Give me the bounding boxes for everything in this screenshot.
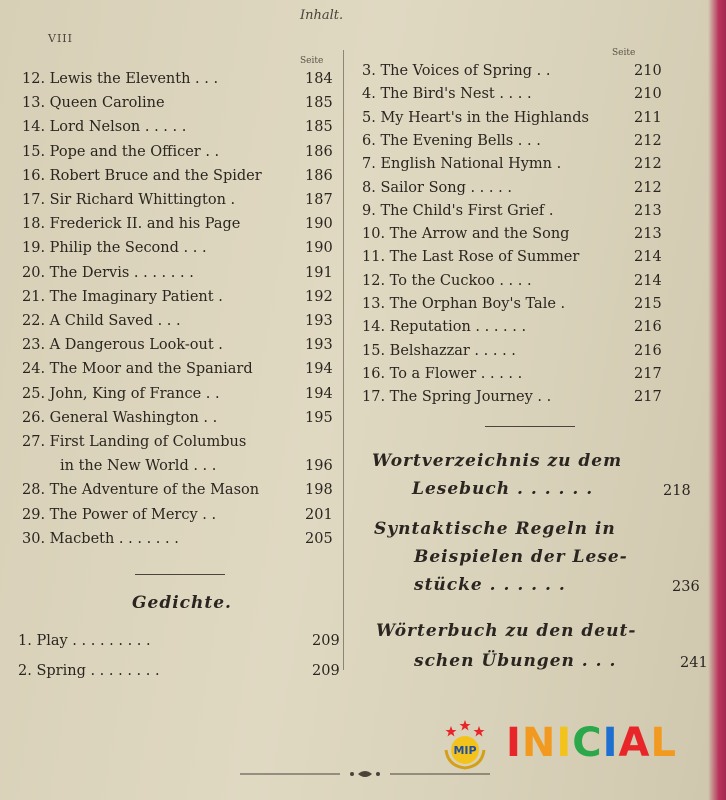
toc-entry-label: 6. The Evening Bells . . . xyxy=(362,132,541,149)
section-syntaktische-page: 236 xyxy=(672,579,700,595)
page-edge xyxy=(708,0,726,800)
toc-entry-label: 25. John, King of France . . xyxy=(22,385,220,402)
toc-entry-label: 7. English National Hymn . xyxy=(362,156,562,173)
page-title: Inhalt. xyxy=(300,8,344,23)
toc-entry-page: 217 xyxy=(634,389,662,406)
toc-entry xyxy=(22,312,181,330)
toc-entry-label: 15. Belshazzar . . . . . xyxy=(362,342,516,359)
toc-entry-page: 190 xyxy=(305,240,333,257)
right-rule xyxy=(485,426,575,427)
ornament-divider-icon xyxy=(240,766,490,780)
toc-entry-page: 212 xyxy=(634,132,662,149)
toc-entry-page: 209 xyxy=(312,633,340,649)
toc-entry xyxy=(22,506,216,524)
toc-entry xyxy=(22,264,194,282)
page-column-heading-right: Seite xyxy=(612,48,636,58)
toc-entry-label: in the New World . . . xyxy=(60,458,217,475)
toc-entry xyxy=(362,132,541,150)
toc-entry xyxy=(362,62,550,80)
toc-entry-label: 12. Lewis the Eleventh . . . xyxy=(22,71,219,87)
toc-entry-label: 24. The Moor and the Spaniard xyxy=(22,361,253,378)
toc-entry-page: 210 xyxy=(634,63,662,79)
section-syntaktische-line3: stücke . . . . . . xyxy=(414,575,566,595)
toc-entry-page: 209 xyxy=(312,663,340,679)
toc-entry-page: 216 xyxy=(634,319,662,336)
toc-entry xyxy=(362,155,561,173)
toc-entry-label: 9. The Child's First Grief . xyxy=(362,202,554,219)
toc-entry xyxy=(22,239,207,257)
toc-entry xyxy=(362,202,554,220)
logo-letter: A xyxy=(618,720,651,766)
toc-entry xyxy=(362,295,565,313)
toc-entry xyxy=(22,481,259,499)
toc-entry-label: 19. Philip the Second . . . xyxy=(22,240,207,257)
toc-entry xyxy=(22,409,217,427)
toc-entry xyxy=(22,118,186,136)
toc-entry-page: 194 xyxy=(305,385,333,402)
toc-entry-page: 194 xyxy=(305,361,333,378)
toc-entry-page: 191 xyxy=(305,264,333,281)
toc-entry xyxy=(22,336,223,354)
toc-entry-label: 3. The Voices of Spring . . xyxy=(362,63,551,79)
toc-entry xyxy=(362,85,532,103)
toc-entry xyxy=(22,143,219,161)
toc-entry-label: 26. General Washington . . xyxy=(22,409,218,426)
toc-entry-label: 16. Robert Bruce and the Spider xyxy=(22,167,262,184)
emblem-text: MIP xyxy=(453,744,477,757)
toc-entry-page: 216 xyxy=(634,342,662,359)
poems-rule xyxy=(135,574,225,575)
logo-letter: L xyxy=(650,720,677,766)
toc-entry-label: 27. First Landing of Columbus xyxy=(22,434,247,450)
toc-entry-label: 30. Macbeth . . . . . . . xyxy=(22,530,179,547)
toc-entry-page: 217 xyxy=(634,365,662,382)
toc-entry xyxy=(362,342,516,360)
toc-entry-label: 5. My Heart's in the Highlands xyxy=(362,109,589,126)
toc-entry xyxy=(362,318,526,336)
toc-entry-page: 212 xyxy=(634,179,662,196)
toc-entry-page: 187 xyxy=(305,192,333,208)
toc-entry-page: 193 xyxy=(305,313,333,329)
toc-entry-label: 2. Spring . . . . . . . . xyxy=(18,663,160,679)
logo-letter: C xyxy=(572,720,603,766)
toc-entry-label: 20. The Dervis . . . . . . . xyxy=(22,264,194,281)
toc-entry-page: 215 xyxy=(634,296,662,312)
logo-letter: I xyxy=(506,720,522,766)
toc-entry-page: 210 xyxy=(634,86,662,103)
toc-entry-label: 4. The Bird's Nest . . . . xyxy=(362,86,532,103)
toc-entry xyxy=(22,167,262,185)
toc-entry-label: 14. Reputation . . . . . . xyxy=(362,319,527,336)
toc-entry-label: 13. The Orphan Boy's Tale . xyxy=(362,296,566,312)
toc-entry-label: 28. The Adventure of the Mason xyxy=(22,482,260,499)
toc-entry-label: 12. To the Cuckoo . . . . xyxy=(362,272,532,289)
toc-entry-page: 212 xyxy=(634,156,662,173)
toc-entry xyxy=(22,288,223,306)
toc-entry-label: 15. Pope and the Officer . . xyxy=(22,143,220,160)
toc-entry-page: 198 xyxy=(305,482,333,499)
toc-entry xyxy=(18,632,151,650)
toc-entry-page: 196 xyxy=(305,458,333,475)
toc-entry xyxy=(362,179,512,197)
toc-entry xyxy=(22,360,253,378)
toc-entry xyxy=(362,225,569,243)
toc-entry-page: 201 xyxy=(305,506,333,523)
toc-entry-page: 213 xyxy=(634,202,662,219)
toc-entry xyxy=(22,94,165,112)
toc-entry-label: 14. Lord Nelson . . . . . xyxy=(22,119,187,136)
section-wortverzeichnis-line2: Lesebuch . . . . . . xyxy=(412,479,594,499)
toc-entry-label: 8. Sailor Song . . . . . xyxy=(362,179,512,196)
toc-entry xyxy=(362,248,579,266)
toc-entry-label: 10. The Arrow and the Song xyxy=(362,226,570,243)
toc-entry-page: 205 xyxy=(305,530,333,547)
inicial-logo xyxy=(436,714,706,774)
toc-entry xyxy=(22,530,179,548)
toc-entry-page: 193 xyxy=(305,337,333,354)
page-number: VIII xyxy=(48,32,73,45)
toc-entry-page: 195 xyxy=(305,409,333,426)
toc-entry xyxy=(22,215,240,233)
section-wortverzeichnis-page: 218 xyxy=(663,483,691,499)
toc-entry xyxy=(362,388,551,406)
logo-letter: I xyxy=(602,720,619,766)
toc-entry-label: 18. Frederick II. and his Page xyxy=(22,216,241,233)
toc-entry-page: 190 xyxy=(305,216,333,233)
section-wortverzeichnis-line1: Wortverzeichnis zu dem xyxy=(372,451,623,471)
logo-text xyxy=(506,720,677,766)
toc-entry xyxy=(22,191,235,209)
toc-entry-page: 211 xyxy=(634,109,662,126)
toc-entry xyxy=(22,385,220,403)
toc-entry-label: 23. A Dangerous Look-out . xyxy=(22,337,223,354)
poems-heading: Gedichte. xyxy=(132,593,232,613)
toc-entry-page: 185 xyxy=(305,95,333,112)
toc-entry-label: 17. The Spring Journey . . xyxy=(362,389,552,406)
toc-entry xyxy=(362,109,589,127)
section-woerterbuch-line1: Wörterbuch zu den deut- xyxy=(376,621,637,641)
toc-entry xyxy=(22,433,246,451)
toc-entry-page: 214 xyxy=(634,249,662,266)
toc-entry-label: 11. The Last Rose of Summer xyxy=(362,249,580,266)
toc-entry-label: 16. To a Flower . . . . . xyxy=(362,365,523,382)
toc-entry xyxy=(18,662,160,680)
toc-entry-page: 213 xyxy=(634,226,662,243)
toc-entry-label: 13. Queen Caroline xyxy=(22,95,165,112)
section-syntaktische-line1: Syntaktische Regeln in xyxy=(374,519,616,539)
section-woerterbuch-line2: schen Übungen . . . xyxy=(414,651,617,671)
toc-entry-page: 186 xyxy=(305,167,333,184)
toc-entry-label: 1. Play . . . . . . . . . xyxy=(18,633,151,649)
page-column-heading-left: Seite xyxy=(300,56,324,66)
column-divider xyxy=(343,50,344,670)
toc-entry-label: 21. The Imaginary Patient . xyxy=(22,288,223,305)
logo-letter: I xyxy=(556,720,573,766)
logo-letter: N xyxy=(521,720,557,766)
toc-entry xyxy=(362,365,522,383)
toc-entry-label: 22. A Child Saved . . . xyxy=(22,313,181,329)
toc-entry-page: 185 xyxy=(305,119,333,136)
toc-entry-page: 186 xyxy=(305,143,333,160)
toc-entry xyxy=(60,457,216,475)
mip-emblem-icon xyxy=(436,714,494,772)
toc-entry-page: 214 xyxy=(634,272,662,289)
section-woerterbuch-page: 241 xyxy=(680,655,708,671)
toc-entry-page: 192 xyxy=(305,288,333,305)
toc-entry xyxy=(22,70,218,88)
toc-entry xyxy=(362,272,532,290)
toc-entry-label: 17. Sir Richard Whittington . xyxy=(22,192,236,208)
toc-entry-page: 184 xyxy=(305,71,333,87)
toc-entry-label: 29. The Power of Mercy . . xyxy=(22,506,217,523)
section-syntaktische-line2: Beispielen der Lese- xyxy=(414,547,628,567)
